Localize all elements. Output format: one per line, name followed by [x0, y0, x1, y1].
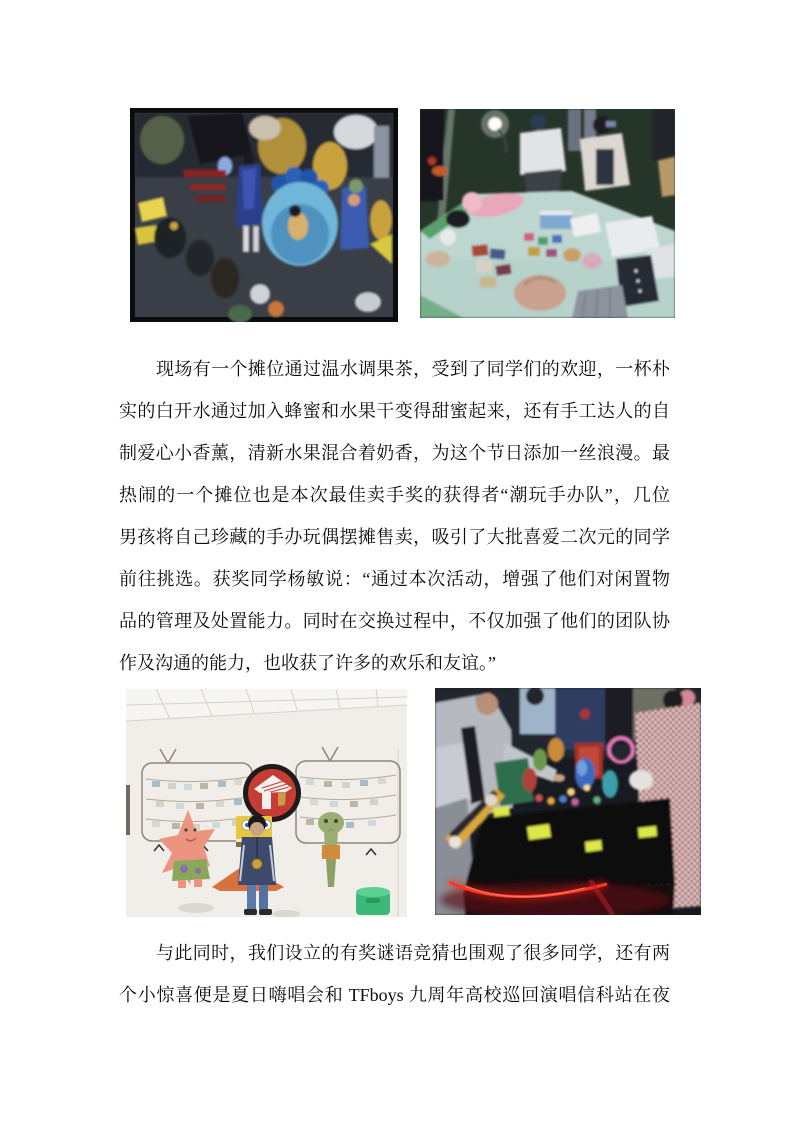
photo-clubroom — [126, 689, 407, 917]
text-line: 实的白开水通过加入蜂蜜和水果干变得甜蜜起来，还有手工达人的自 — [119, 401, 670, 421]
text-line: 与此同时，我们设立的有奖谜语竞猜也围观了很多同学，还有两 — [156, 943, 670, 963]
photo-figure-stall — [435, 688, 701, 915]
paragraph-1 — [119, 348, 670, 684]
paragraph-2 — [119, 932, 670, 1016]
text-line: 个小惊喜便是夏日嗨唱会和 TFboys 九周年高校巡回演唱信科站在夜 — [119, 985, 670, 1005]
text-line: 前往挑选。获奖同学杨敏说：“通过本次活动，增强了他们对闲置物 — [119, 569, 670, 589]
photo-night-market — [420, 109, 675, 318]
text-line: 作及沟通的能力，也收获了许多的欢乐和友谊。” — [119, 653, 496, 673]
text-line: 品的管理及处置能力。同时在交换过程中，不仅加强了他们的团队协 — [119, 611, 670, 631]
text-line: 男孩将自己珍藏的手办玩偶摆摊售卖，吸引了大批喜爱二次元的同学 — [119, 527, 670, 547]
text-line: 热闹的一个摊位也是本次最佳卖手奖的获得者“潮玩手办队”，几位 — [119, 485, 670, 505]
text-line: 现场有一个摊位通过温水调果茶，受到了同学们的欢迎，一杯朴 — [156, 359, 670, 379]
text-line: 制爱心小香薰，清新水果混合着奶香，为这个节日添加一丝浪漫。最 — [119, 443, 670, 463]
photo-figurine-collection — [130, 108, 398, 322]
